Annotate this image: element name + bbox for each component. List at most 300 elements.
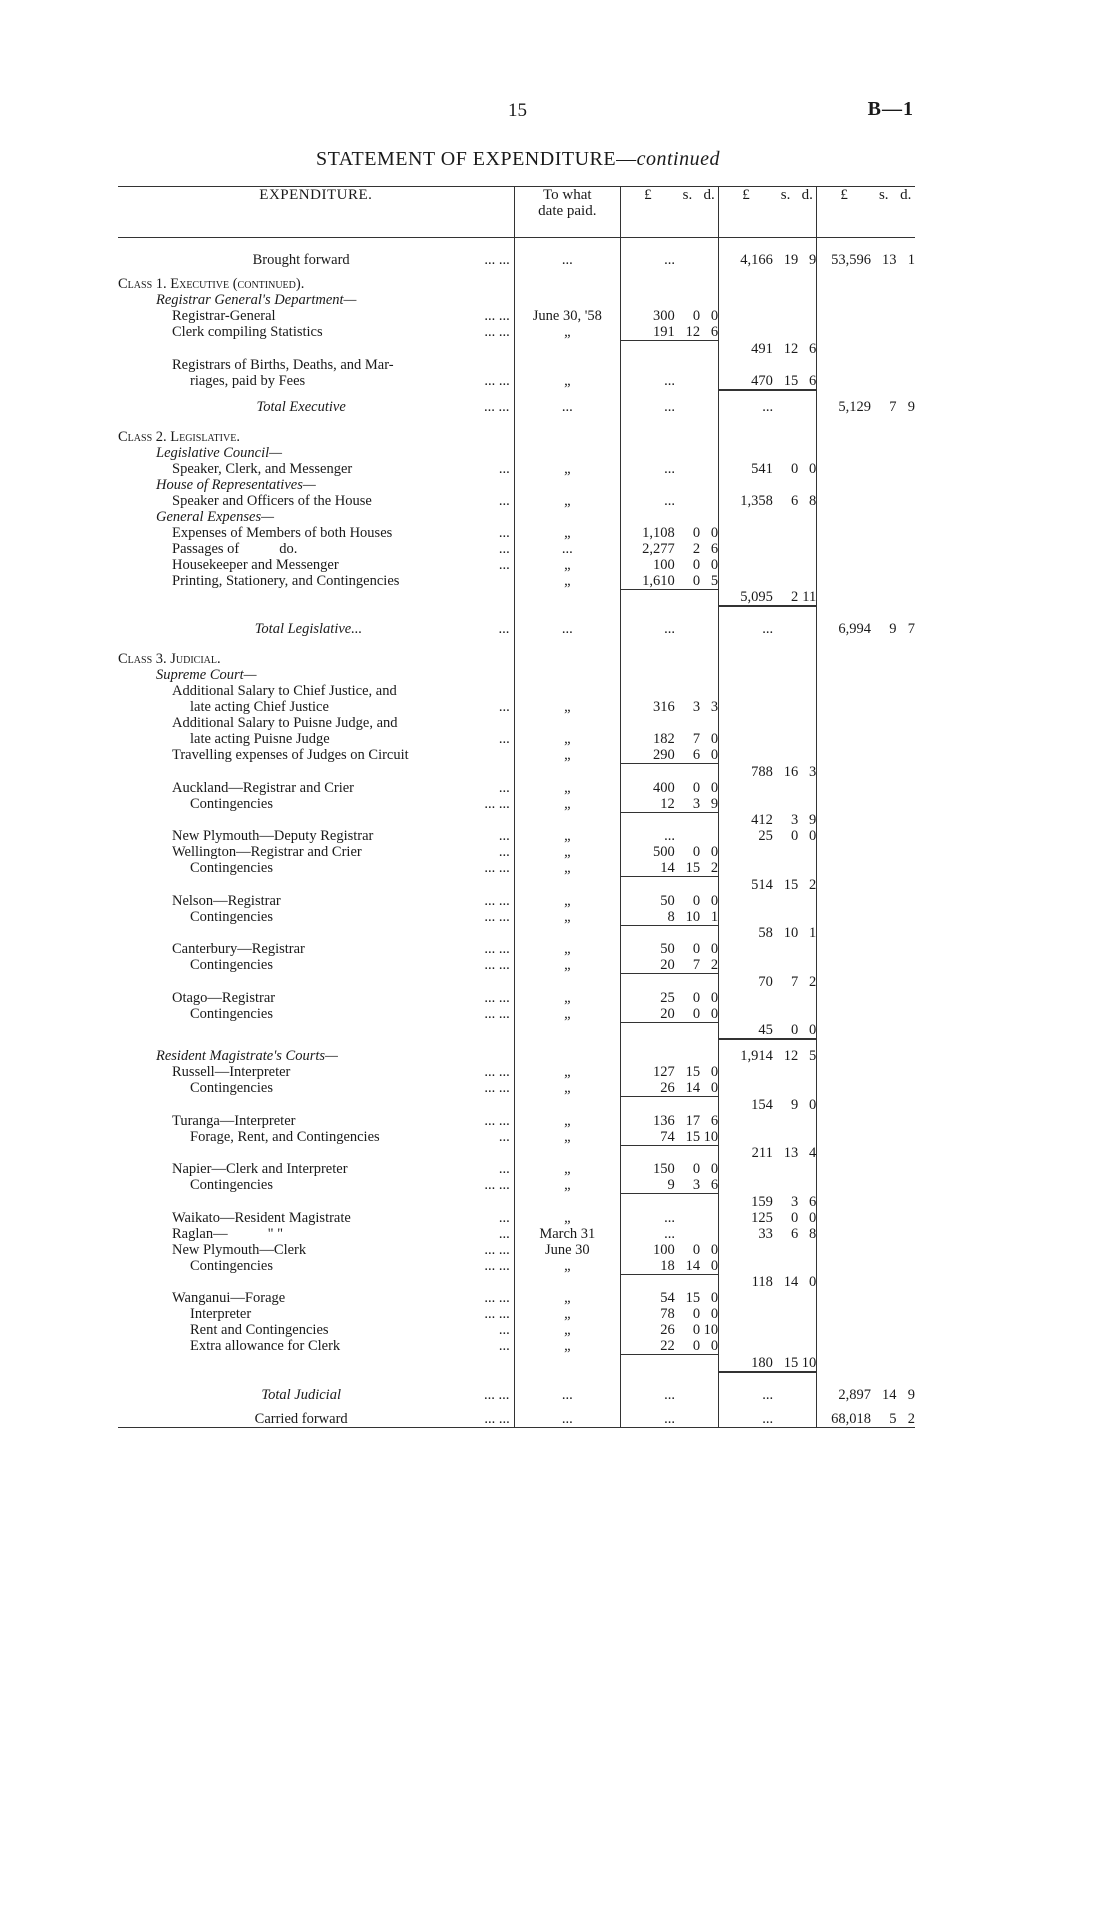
amount-empty-2 xyxy=(773,909,798,926)
amount-pounds-1: 54 xyxy=(620,1290,674,1306)
table-row-russell xyxy=(118,1064,915,1080)
row-description xyxy=(118,1242,514,1258)
amount-pence-1: 0 xyxy=(710,989,719,1006)
amount-empty-1 xyxy=(620,651,674,667)
amount-empty-3 xyxy=(817,357,871,373)
row-description xyxy=(118,509,514,525)
amount-empty-3 xyxy=(896,764,915,780)
table-row-reg-dept xyxy=(118,292,915,308)
amount-empty-3 xyxy=(817,764,871,780)
row-leader-dots: ... ... xyxy=(484,908,510,925)
amount-empty-2 xyxy=(719,525,773,541)
row-date-paid xyxy=(514,292,620,308)
amount-empty-2 xyxy=(773,941,798,957)
row-date-paid: „ xyxy=(514,1258,620,1275)
spacer-cell xyxy=(675,1372,700,1387)
amount-dots-1: ... xyxy=(620,1387,718,1403)
amount-empty-3 xyxy=(817,1097,871,1113)
amount-pounds-1: 1,108 xyxy=(620,525,674,541)
amount-empty-3 xyxy=(817,893,871,909)
amount-empty-3 xyxy=(871,445,896,461)
spacer-cell xyxy=(620,390,674,399)
amount-empty-1 xyxy=(700,445,718,461)
amount-empty-2 xyxy=(798,1064,816,1080)
amount-dots-1: ... xyxy=(620,621,718,637)
amount-empty-2 xyxy=(798,292,816,308)
amount-shillings-1: 0 xyxy=(692,1306,701,1322)
amount-empty-2 xyxy=(773,1338,798,1355)
row-date-paid: ... xyxy=(514,621,620,637)
table-row-wellington xyxy=(118,844,915,860)
table-row-house-reps xyxy=(118,477,915,493)
spacer-cell xyxy=(871,606,896,621)
amount-empty-1 xyxy=(620,341,674,357)
amount-empty-2 xyxy=(773,324,798,341)
row-label: Contingencies xyxy=(190,1080,273,1096)
table-row-brought-forward xyxy=(118,252,915,268)
amount-empty-3 xyxy=(817,1322,871,1338)
amount-shillings-1: 15 xyxy=(675,1129,700,1146)
row-description xyxy=(118,909,514,926)
amount-empty-3 xyxy=(896,1177,915,1194)
row-description xyxy=(118,990,514,1006)
table-row-add-salary-cj-a xyxy=(118,683,915,699)
table-row-canterbury xyxy=(118,941,915,957)
amount-empty-2 xyxy=(773,1129,798,1146)
amount-shillings-3: 7 xyxy=(889,398,897,415)
row-label: Otago—Registrar xyxy=(172,989,276,1006)
amount-pence-1: 1 xyxy=(700,909,718,926)
spacer-row xyxy=(118,238,915,253)
spacer-cell xyxy=(118,606,514,621)
amount-empty-3 xyxy=(896,1355,915,1372)
row-description xyxy=(118,1355,514,1372)
amount-empty-2 xyxy=(773,1161,798,1177)
amount-shillings-1: 0 xyxy=(692,524,701,541)
amount-empty-3 xyxy=(817,341,871,357)
row-description xyxy=(118,1113,514,1129)
amount-empty-3 xyxy=(817,1113,871,1129)
amount-pence-1: 2 xyxy=(700,860,718,877)
amount-empty-3 xyxy=(896,1097,915,1113)
spacer-cell xyxy=(817,637,871,651)
amount-empty-3 xyxy=(871,860,896,877)
amount-shillings-1: 15 xyxy=(675,860,700,877)
spacer-cell xyxy=(871,390,896,399)
amount-empty-3 xyxy=(896,1064,915,1080)
row-label: Additional Salary to Chief Justice, and xyxy=(172,683,397,699)
spacer-cell xyxy=(719,238,773,253)
amount-shillings-1: 3 xyxy=(675,796,700,813)
amount-empty-3 xyxy=(871,1097,896,1113)
amount-pounds-2: 159 xyxy=(719,1194,773,1210)
amount-empty-1 xyxy=(675,925,700,941)
table-row-napier-cont xyxy=(118,1177,915,1194)
row-description xyxy=(118,844,514,860)
table-row-passages xyxy=(118,541,915,557)
amount-pounds-2: 25 xyxy=(719,828,773,844)
amount-empty-3 xyxy=(871,357,896,373)
amount-pounds-1: 400 xyxy=(620,780,674,796)
amount-empty-2 xyxy=(773,1080,798,1097)
amount-pence-1: 0 xyxy=(700,1080,718,1097)
amount-empty-2 xyxy=(773,1006,798,1023)
row-leader-dots: ... ... xyxy=(484,372,510,389)
row-description xyxy=(118,292,514,308)
header-date-line2: date paid. xyxy=(538,203,597,219)
amount-empty-3 xyxy=(896,1145,915,1161)
amount-shillings-2: 15 xyxy=(783,876,799,893)
row-date-paid xyxy=(514,1274,620,1290)
amount-empty-3 xyxy=(871,796,896,813)
row-date-paid: „ xyxy=(514,573,620,590)
amount-empty-1 xyxy=(620,812,674,828)
amount-empty-3 xyxy=(896,1048,915,1064)
amount-pounds-3: 6,994 xyxy=(817,621,871,637)
table-row-canterbury-subtotal xyxy=(118,974,915,990)
spacer-cell xyxy=(896,268,915,276)
spacer-cell xyxy=(773,1403,798,1411)
amount-dots-1: ... xyxy=(620,1210,718,1226)
spacer-row xyxy=(118,606,915,621)
spacer-cell xyxy=(773,268,798,276)
amount-shillings-2: 0 xyxy=(791,1209,799,1226)
expenditure-table xyxy=(118,186,915,1428)
amount-dots-1: ... xyxy=(620,1226,718,1242)
row-date-paid xyxy=(514,925,620,941)
spacer-row xyxy=(118,415,915,429)
row-date-paid: „ xyxy=(514,373,620,390)
spacer-cell xyxy=(896,415,915,429)
row-label: Clerk compiling Statistics xyxy=(172,324,323,340)
amount-empty-1 xyxy=(675,509,700,525)
table-row-housekeeper xyxy=(118,557,915,573)
spacer-cell xyxy=(871,637,896,651)
amount-empty-3 xyxy=(817,1161,871,1177)
row-date-paid xyxy=(514,357,620,373)
amount-empty-3 xyxy=(871,651,896,667)
amount-empty-3 xyxy=(817,276,871,292)
amount-empty-3 xyxy=(817,699,871,715)
amount-empty-3 xyxy=(896,1226,915,1242)
spacer-cell xyxy=(514,415,620,429)
amount-empty-1 xyxy=(620,589,674,606)
row-label: Contingencies xyxy=(190,795,273,812)
amount-empty-2 xyxy=(719,844,773,860)
spacer-cell xyxy=(798,637,816,651)
spacer-cell xyxy=(675,606,700,621)
amount-empty-2 xyxy=(719,1242,773,1258)
spacer-cell xyxy=(896,606,915,621)
amount-shillings-2: 3 xyxy=(791,1193,799,1210)
spacer-cell xyxy=(118,637,514,651)
row-description xyxy=(118,1145,514,1161)
row-description xyxy=(118,667,514,683)
amount-empty-3 xyxy=(871,1022,896,1039)
amount-shillings-2: 16 xyxy=(783,763,799,780)
row-date-paid xyxy=(514,1048,620,1064)
amount-pounds-1: 150 xyxy=(620,1161,674,1177)
amount-shillings-3: 13 xyxy=(881,252,897,268)
amount-empty-3 xyxy=(871,429,896,445)
amount-empty-3 xyxy=(871,573,896,590)
amount-empty-2 xyxy=(798,357,816,373)
spacer-cell xyxy=(871,268,896,276)
table-row-napier-subtotal xyxy=(118,1194,915,1210)
table-row-gen-expenses xyxy=(118,509,915,525)
spacer-cell xyxy=(514,390,620,399)
row-date-paid: „ xyxy=(514,1161,620,1177)
row-leader-dots: ... ... xyxy=(484,892,510,909)
table-row-rm-courts xyxy=(118,1048,915,1064)
row-label: Housekeeper and Messenger xyxy=(172,556,339,573)
amount-empty-3 xyxy=(871,493,896,509)
spacer-cell xyxy=(700,606,718,621)
row-description xyxy=(118,324,514,341)
row-leader-dots: ... ... xyxy=(484,1177,510,1193)
amount-empty-3 xyxy=(817,589,871,606)
amount-empty-2 xyxy=(798,683,816,699)
amount-empty-1 xyxy=(620,683,674,699)
amount-pounds-1: 50 xyxy=(620,941,674,957)
amount-empty-2 xyxy=(719,1258,773,1275)
amount-pounds-2: 788 xyxy=(719,764,773,780)
row-leader-dots: ... ... xyxy=(484,1005,510,1022)
row-date-paid: „ xyxy=(514,1080,620,1097)
amount-empty-3 xyxy=(896,429,915,445)
row-description xyxy=(118,1306,514,1322)
row-date-paid: „ xyxy=(514,747,620,764)
row-description xyxy=(118,1129,514,1146)
row-leader-dots: ... xyxy=(498,621,510,637)
amount-empty-2 xyxy=(798,651,816,667)
amount-pence-2: 9 xyxy=(809,252,817,268)
amount-empty-3 xyxy=(871,541,896,557)
spacer-cell xyxy=(700,1039,718,1048)
amount-empty-2 xyxy=(773,731,798,747)
amount-pounds-2: 1,914 xyxy=(719,1048,773,1064)
amount-empty-3 xyxy=(817,812,871,828)
row-leader-dots: ... xyxy=(498,1322,510,1338)
amount-pence-1: 10 xyxy=(700,1129,718,1146)
amount-empty-2 xyxy=(719,780,773,796)
amount-empty-1 xyxy=(675,341,700,357)
amount-empty-2 xyxy=(719,957,773,974)
amount-empty-3 xyxy=(871,1048,896,1064)
row-leader-dots: ... xyxy=(498,540,510,557)
spacer-cell xyxy=(798,415,816,429)
row-leader-dots: ... xyxy=(498,779,510,796)
amount-empty-1 xyxy=(675,667,700,683)
row-description xyxy=(118,747,514,764)
spacer-cell xyxy=(620,268,674,276)
spacer-cell xyxy=(896,1039,915,1048)
header-pence-2: d. xyxy=(798,187,816,238)
row-date-paid: „ xyxy=(514,1129,620,1146)
spacer-cell xyxy=(514,1372,620,1387)
row-label: Rent and Contingencies xyxy=(190,1322,329,1338)
amount-empty-3 xyxy=(896,341,915,357)
amount-shillings-1: 15 xyxy=(685,1290,701,1306)
row-leader-dots: ... ... xyxy=(484,1241,510,1258)
amount-empty-3 xyxy=(817,1006,871,1023)
row-leader-dots: ... ... xyxy=(484,324,510,340)
amount-pounds-2: 58 xyxy=(719,925,773,941)
amount-empty-2 xyxy=(773,1258,798,1275)
spacer-cell xyxy=(675,1403,700,1411)
row-leader-dots: ... xyxy=(498,1225,510,1242)
amount-empty-2 xyxy=(719,860,773,877)
amount-empty-1 xyxy=(700,1194,718,1210)
spacer-cell xyxy=(817,1403,871,1411)
spacer-cell xyxy=(620,238,674,253)
spacer-cell xyxy=(118,390,514,399)
amount-empty-1 xyxy=(700,429,718,445)
amount-empty-2 xyxy=(719,1129,773,1146)
amount-pounds-2: 470 xyxy=(719,373,773,390)
amount-empty-2 xyxy=(798,1006,816,1023)
amount-empty-3 xyxy=(817,1306,871,1322)
amount-empty-1 xyxy=(620,509,674,525)
table-row-travelling xyxy=(118,747,915,764)
row-date-paid: „ xyxy=(514,557,620,573)
amount-pounds-1: 290 xyxy=(620,747,674,764)
row-leader-dots: ... ... xyxy=(484,1410,510,1427)
spacer-cell xyxy=(817,390,871,399)
amount-empty-2 xyxy=(798,1306,816,1322)
amount-empty-3 xyxy=(871,844,896,860)
row-date-paid xyxy=(514,477,620,493)
amount-empty-3 xyxy=(871,525,896,541)
row-date-paid xyxy=(514,1145,620,1161)
spacer-cell xyxy=(817,415,871,429)
amount-pence-2: 0 xyxy=(809,1096,817,1113)
spacer-row xyxy=(118,637,915,651)
row-label: Extra allowance for Clerk xyxy=(190,1338,341,1354)
spacer-cell xyxy=(700,268,718,276)
amount-empty-1 xyxy=(700,1145,718,1161)
amount-pounds-1: 74 xyxy=(620,1129,674,1146)
amount-pence-1: 0 xyxy=(700,1258,718,1275)
amount-empty-1 xyxy=(675,589,700,606)
amount-pounds-1: 20 xyxy=(620,957,674,974)
row-leader-dots: ... ... xyxy=(484,1080,510,1096)
page-title xyxy=(0,148,1036,171)
amount-empty-2 xyxy=(719,747,773,764)
amount-empty-3 xyxy=(871,1322,896,1338)
amount-dots-1: ... xyxy=(620,493,718,509)
amount-pounds-1: 127 xyxy=(620,1064,674,1080)
amount-empty-1 xyxy=(675,651,700,667)
amount-pounds-2: 514 xyxy=(719,877,773,893)
amount-dots-1: ... xyxy=(620,828,718,844)
amount-pounds-2: 70 xyxy=(719,974,773,990)
spacer-cell xyxy=(773,637,798,651)
amount-empty-3 xyxy=(896,573,915,590)
amount-empty-2 xyxy=(798,1322,816,1338)
amount-pounds-1: 100 xyxy=(620,1242,674,1258)
amount-empty-3 xyxy=(817,324,871,341)
amount-empty-3 xyxy=(896,373,915,390)
spacer-cell xyxy=(118,238,514,253)
amount-empty-3 xyxy=(896,1113,915,1129)
amount-dots-1: ... xyxy=(620,252,718,268)
row-date-paid: „ xyxy=(514,1006,620,1023)
row-date-paid xyxy=(514,715,620,731)
amount-empty-3 xyxy=(896,780,915,796)
amount-pounds-3: 68,018 xyxy=(817,1411,871,1428)
amount-empty-3 xyxy=(871,667,896,683)
row-label: Total Legislative... xyxy=(254,621,363,637)
amount-empty-2 xyxy=(719,509,773,525)
row-date-paid: „ xyxy=(514,780,620,796)
row-leader-dots: ... xyxy=(498,492,510,509)
amount-shillings-2: 6 xyxy=(791,1225,799,1242)
amount-pence-1: 3 xyxy=(710,699,719,715)
spacer-cell xyxy=(514,1039,620,1048)
amount-empty-2 xyxy=(773,509,798,525)
amount-empty-2 xyxy=(773,292,798,308)
row-date-paid: ... xyxy=(514,1387,620,1403)
row-date-paid: March 31 xyxy=(514,1226,620,1242)
amount-empty-3 xyxy=(871,1274,896,1290)
table-row-carried-forward xyxy=(118,1411,915,1428)
amount-empty-3 xyxy=(896,308,915,324)
amount-empty-3 xyxy=(896,925,915,941)
row-description xyxy=(118,493,514,509)
amount-empty-1 xyxy=(700,292,718,308)
amount-shillings-1: 14 xyxy=(675,1258,700,1275)
amount-empty-3 xyxy=(896,747,915,764)
amount-pence-1: 0 xyxy=(710,941,719,957)
amount-empty-3 xyxy=(871,292,896,308)
amount-empty-3 xyxy=(817,844,871,860)
spacer-cell xyxy=(817,238,871,253)
amount-empty-1 xyxy=(700,1048,718,1064)
amount-empty-3 xyxy=(817,292,871,308)
amount-empty-1 xyxy=(620,764,674,780)
row-description xyxy=(118,1210,514,1226)
amount-pence-1: 0 xyxy=(710,844,719,860)
amount-empty-3 xyxy=(896,493,915,509)
row-label: Contingencies xyxy=(190,1177,273,1193)
page-reference: B—1 xyxy=(867,98,914,120)
amount-empty-1 xyxy=(675,877,700,893)
amount-shillings-2: 0 xyxy=(791,460,799,477)
row-label: Class 1. Executive (continued). xyxy=(118,276,305,292)
amount-empty-3 xyxy=(871,1258,896,1275)
amount-empty-3 xyxy=(817,1274,871,1290)
amount-pence-2: 8 xyxy=(809,1225,817,1242)
spacer-cell xyxy=(514,606,620,621)
amount-pounds-3: 2,897 xyxy=(817,1387,871,1403)
amount-empty-2 xyxy=(798,780,816,796)
amount-empty-3 xyxy=(871,812,896,828)
amount-empty-2 xyxy=(773,1306,798,1322)
row-description xyxy=(118,1022,514,1039)
spacer-cell xyxy=(118,268,514,276)
row-description xyxy=(118,357,514,373)
row-label: Raglan— xyxy=(172,1225,228,1242)
table-row-canterbury-cont xyxy=(118,957,915,974)
header-pence-3: d. xyxy=(896,187,915,238)
amount-empty-3 xyxy=(871,308,896,324)
amount-pounds-1: 25 xyxy=(620,990,674,1006)
amount-empty-2 xyxy=(773,651,798,667)
table-row-waikato xyxy=(118,1210,915,1226)
amount-empty-3 xyxy=(817,493,871,509)
amount-empty-3 xyxy=(896,828,915,844)
